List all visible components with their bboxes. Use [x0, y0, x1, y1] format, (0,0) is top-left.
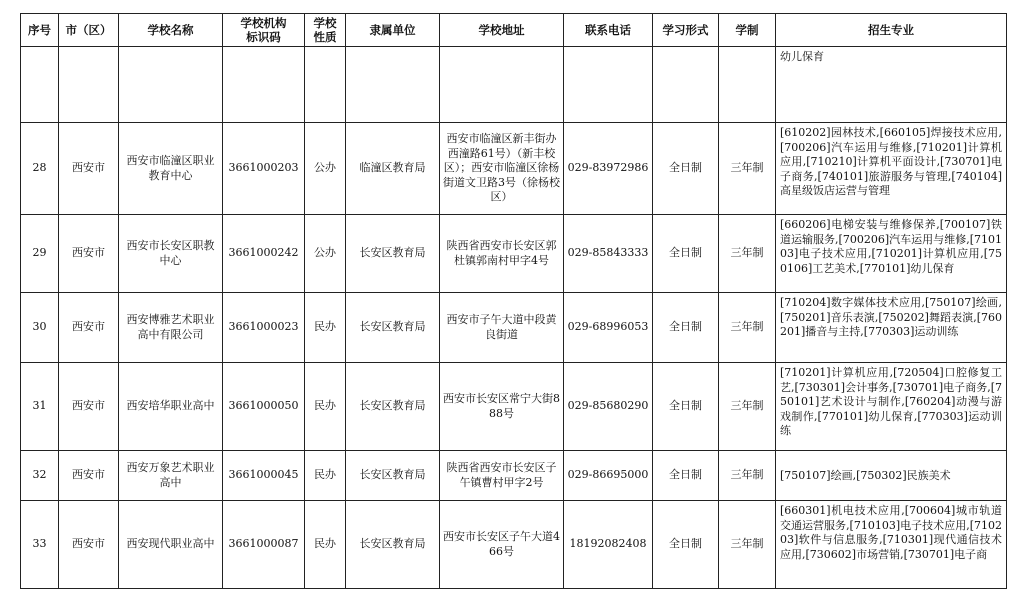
cell-nature: 民办: [305, 363, 346, 451]
cell-city: 西安市: [59, 293, 119, 363]
cell-majors: [610202]园林技术,[660105]焊接技术应用,[700206]汽车运用与维修,[710201]计算机应用,[710210]计算机平面设计,[730701]电子商务,[740101]旅游服务与管理,[740104]高星级饭店运营与管理: [776, 123, 1007, 215]
header-school-name: 学校名称: [119, 14, 223, 47]
cell-phone: 029-83972986: [564, 123, 653, 215]
cell-study-form: 全日制: [653, 215, 719, 293]
cell-nature: 民办: [305, 501, 346, 589]
cell-empty: [223, 47, 305, 123]
header-nature: 学校性质: [305, 14, 346, 47]
header-seq: 序号: [21, 14, 59, 47]
table-row: [21, 293, 1007, 363]
cell-school-code: 3661000050: [223, 363, 305, 451]
cell-city: 西安市: [59, 501, 119, 589]
cell-seq: 30: [21, 293, 59, 363]
cell-nature: 公办: [305, 215, 346, 293]
table-row: [21, 501, 1007, 589]
cell-city: 西安市: [59, 363, 119, 451]
cell-empty: [59, 47, 119, 123]
header-school-code: 学校机构标识码: [223, 14, 305, 47]
cell-empty: [21, 47, 59, 123]
header-study-form: 学习形式: [653, 14, 719, 47]
cell-seq: 32: [21, 451, 59, 501]
cell-majors: [710204]数字媒体技术应用,[750107]绘画,[750201]音乐表演,[750202]舞蹈表演,[760201]播音与主持,[770303]运动训练: [776, 293, 1007, 363]
table-row: [21, 363, 1007, 451]
cell-seq: 31: [21, 363, 59, 451]
cell-address: 西安市长安区常宁大街888号: [440, 363, 564, 451]
table-row: [21, 123, 1007, 215]
cell-seq: 33: [21, 501, 59, 589]
cell-empty: [119, 47, 223, 123]
cell-city: 西安市: [59, 215, 119, 293]
table-row-continuation: [21, 47, 1007, 123]
cell-phone: 18192082408: [564, 501, 653, 589]
cell-affiliation: 临潼区教育局: [346, 123, 440, 215]
cell-majors: 幼儿保育: [776, 47, 1007, 123]
cell-study-form: 全日制: [653, 451, 719, 501]
cell-address: 西安市子午大道中段黄良街道: [440, 293, 564, 363]
cell-majors: [660301]机电技术应用,[700604]城市轨道交通运营服务,[710103]电子技术应用,[710203]软件与信息服务,[710301]现代通信技术应用,[730602]市场营销,[730701]电子商: [776, 501, 1007, 589]
cell-study-form: 全日制: [653, 363, 719, 451]
cell-duration: 三年制: [719, 501, 776, 589]
cell-empty: [653, 47, 719, 123]
header-affiliation: 隶属单位: [346, 14, 440, 47]
cell-school-name: 西安现代职业高中: [119, 501, 223, 589]
header-duration: 学制: [719, 14, 776, 47]
cell-phone: 029-86695000: [564, 451, 653, 501]
cell-study-form: 全日制: [653, 501, 719, 589]
cell-majors: [710201]计算机应用,[720504]口腔修复工艺,[730301]会计事务,[730701]电子商务,[750101]艺术设计与制作,[760204]动漫与游戏制作,[770101]幼儿保育,[770303]运动训练: [776, 363, 1007, 451]
cell-empty: [719, 47, 776, 123]
header-address: 学校地址: [440, 14, 564, 47]
cell-school-code: 3661000203: [223, 123, 305, 215]
table-row: [21, 451, 1007, 501]
cell-empty: [346, 47, 440, 123]
cell-address: 陕西省西安市长安区郭杜镇郭南村甲字4号: [440, 215, 564, 293]
cell-school-code: 3661000045: [223, 451, 305, 501]
cell-affiliation: 长安区教育局: [346, 215, 440, 293]
cell-phone: 029-68996053: [564, 293, 653, 363]
document-page: [20, 13, 1006, 589]
cell-city: 西安市: [59, 123, 119, 215]
cell-affiliation: 长安区教育局: [346, 293, 440, 363]
cell-nature: 公办: [305, 123, 346, 215]
cell-study-form: 全日制: [653, 293, 719, 363]
cell-school-code: 3661000242: [223, 215, 305, 293]
cell-school-name: 西安万象艺术职业高中: [119, 451, 223, 501]
cell-affiliation: 长安区教育局: [346, 363, 440, 451]
cell-address: 西安市临潼区新丰街办西潼路61号）（新丰校区）；西安市临潼区徐杨街道文卫路3号（徐杨校区）: [440, 123, 564, 215]
cell-duration: 三年制: [719, 123, 776, 215]
cell-majors: [750107]绘画,[750302]民族美术: [776, 451, 1007, 501]
cell-affiliation: 长安区教育局: [346, 451, 440, 501]
cell-duration: 三年制: [719, 451, 776, 501]
cell-address: 陕西省西安市长安区子午镇曹村甲字2号: [440, 451, 564, 501]
cell-school-code: 3661000087: [223, 501, 305, 589]
cell-seq: 28: [21, 123, 59, 215]
cell-empty: [564, 47, 653, 123]
cell-address: 西安市长安区子午大道466号: [440, 501, 564, 589]
cell-nature: 民办: [305, 451, 346, 501]
header-majors: 招生专业: [776, 14, 1007, 47]
cell-affiliation: 长安区教育局: [346, 501, 440, 589]
table-row: [21, 215, 1007, 293]
header-city: 市（区）: [59, 14, 119, 47]
cell-empty: [305, 47, 346, 123]
header-phone: 联系电话: [564, 14, 653, 47]
cell-school-name: 西安培华职业高中: [119, 363, 223, 451]
cell-school-name: 西安博雅艺术职业高中有限公司: [119, 293, 223, 363]
cell-duration: 三年制: [719, 215, 776, 293]
cell-phone: 029-85680290: [564, 363, 653, 451]
cell-city: 西安市: [59, 451, 119, 501]
cell-majors: [660206]电梯安装与维修保养,[700107]铁道运输服务,[700206]汽车运用与维修,[710103]电子技术应用,[710201]计算机应用,[750106]工艺美术,[770101]幼儿保育: [776, 215, 1007, 293]
table-header-row: [21, 14, 1007, 47]
cell-duration: 三年制: [719, 293, 776, 363]
cell-duration: 三年制: [719, 363, 776, 451]
cell-school-code: 3661000023: [223, 293, 305, 363]
cell-school-name: 西安市临潼区职业教育中心: [119, 123, 223, 215]
cell-nature: 民办: [305, 293, 346, 363]
school-enrollment-table: [20, 13, 1007, 589]
cell-seq: 29: [21, 215, 59, 293]
cell-empty: [440, 47, 564, 123]
cell-phone: 029-85843333: [564, 215, 653, 293]
cell-school-name: 西安市长安区职教中心: [119, 215, 223, 293]
cell-study-form: 全日制: [653, 123, 719, 215]
